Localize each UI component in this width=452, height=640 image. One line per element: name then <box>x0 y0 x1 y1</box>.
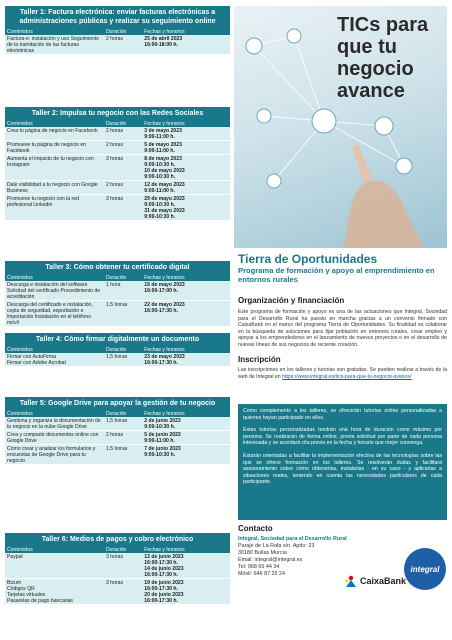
column-header-duracion: Duración <box>104 346 142 353</box>
inscription-heading: Inscripción <box>238 355 281 364</box>
cell-content: Gestiona y organiza la documentación de tu negocio en la nube Google Drive <box>5 417 104 431</box>
table-header <box>5 410 230 417</box>
column-header-duracion: Duración <box>104 410 142 417</box>
inscription-text: Las inscripciones en los talleres y tutorias son gratuitas. Se pueden realizar a través de la web de Integral en https://www.integral.es/tics-para-que-tu-negocio-avance/ <box>238 367 447 380</box>
table-row <box>5 431 230 445</box>
cell-content: Descarga e instalación del software Solicitud del certificado Procedimiento de acreditación <box>5 281 104 301</box>
table-row <box>5 155 230 181</box>
tutorias-box <box>238 404 447 520</box>
column-header-fechas: Fechas y horarios <box>142 274 230 281</box>
workshop-4 <box>5 333 230 367</box>
cell-duration: 1,5 horas <box>104 417 142 431</box>
contact-address: Paraje de La Rafa s/n. Apdo: 23 <box>238 543 315 549</box>
column-header-contenidos: Contenidos <box>5 410 104 417</box>
cell-dates: 5 de junio 2023 9:00-11:00 h. <box>142 431 230 445</box>
workshop-title: Taller 2: Impulsa tu negocio con las Redes Sociales <box>5 107 230 120</box>
table-row <box>5 281 230 301</box>
contact-heading: Contacto <box>238 524 273 533</box>
column-header-contenidos: Contenidos <box>5 274 104 281</box>
cell-dates: 22 de mayo 2023 16:00-17:30 h. <box>142 301 230 327</box>
table-header <box>5 346 230 353</box>
hero-title: TICs para que tu negocio avance <box>337 14 429 102</box>
contact-email[interactable]: Email: integral@integral.es <box>238 557 303 563</box>
cell-duration: 3 horas <box>104 155 142 181</box>
workshop-1 <box>5 6 230 55</box>
schedule-table <box>5 120 230 221</box>
cell-dates: 12 de mayo 2023 9:00-11:00 h. <box>142 181 230 195</box>
column-header-fechas: Fechas y horarios <box>142 546 230 553</box>
column-header-duracion: Duración <box>104 28 142 35</box>
workshop-title: Taller 4: Cómo firmar digitalmente un documento <box>5 333 230 346</box>
workshop-2 <box>5 107 230 221</box>
column-header-contenidos: Contenidos <box>5 346 104 353</box>
cell-dates: 23 de mayo 2023 16:00-17:30 h. <box>142 353 230 367</box>
cell-content: Bizum Códigos QR Tarjetas virtuales Pasarelas de pago bancarias <box>5 579 104 605</box>
table-row <box>5 353 230 367</box>
contact-mobile[interactable]: Móvil: 646 87 25 24 <box>238 571 286 577</box>
column-header-duracion: Duración <box>104 120 142 127</box>
tutorias-text-3: Estarán orientadas a facilitar la implementación efectiva de las tecnologías sobre las que se ofrece formación en los talleres. Se resolverán dudas y facilitará asesoramiento sobre cómo obtenerlas, instalarlas - en su caso - y aplicarlas a situaciones reales, teniendo en cuenta las necesidades particulares de cada participante. <box>243 452 442 486</box>
workshop-6 <box>5 533 230 605</box>
cell-duration: 3 horas <box>104 553 142 579</box>
column-header-duracion: Duración <box>104 546 142 553</box>
cell-dates: 12 de junio 2023 16:00-17:30 h. 14 de junio 2023 16:00-17:30 h. <box>142 553 230 579</box>
contact-phone[interactable]: Tel: 968 65 44 34 <box>238 564 280 570</box>
tutorias-text-2: Estas tutorías personalizadas tendrán una hora de duración como máximo por persona. Se realizarán de forma online, previa solicitud por parte de cada persona interesada y se acordará cita previa en la fecha y horario que mejor convenga. <box>243 427 442 447</box>
table-row <box>5 141 230 155</box>
cell-duration: 2 horas <box>104 35 142 55</box>
table-row <box>5 301 230 327</box>
workshop-5 <box>5 397 230 465</box>
table-header <box>5 546 230 553</box>
inscription-link[interactable]: https://www.integral.es/tics-para-que-tu-negocio-avance/ <box>282 373 412 380</box>
workshop-3 <box>5 261 230 327</box>
cell-duration: 2 horas <box>104 141 142 155</box>
program-subtitle: Programa de formación y apoyo al emprendimiento en entornos rurales <box>238 266 435 284</box>
schedule-table <box>5 346 230 367</box>
table-row <box>5 553 230 579</box>
column-header-fechas: Fechas y horarios <box>142 28 230 35</box>
workshop-title: Taller 1: Factura electrónica: enviar facturas electrónicas a administraciones públicas y realizar su seguimiento online <box>5 6 230 28</box>
cell-content: Aumenta el impacto de tu negocio con Instagram <box>5 155 104 181</box>
column-header-fechas: Fechas y horarios <box>142 120 230 127</box>
tutorias-text-1: Como complemento a los talleres, se ofrecerán tutorías online personalizadas a quienes hayan participado en ellos. <box>243 408 442 421</box>
program-title: Tierra de Oportunidades <box>238 252 378 266</box>
schedule-table <box>5 546 230 605</box>
table-header <box>5 28 230 35</box>
cell-content: Dale visibilidad a tu negocio con Google Business <box>5 181 104 195</box>
contact-org: Integral, Sociedad para el Desarrollo Rural <box>238 536 347 542</box>
table-row <box>5 579 230 605</box>
column-header-fechas: Fechas y horarios <box>142 410 230 417</box>
caixabank-logo: CaixaBank <box>344 574 406 588</box>
schedule-table <box>5 274 230 327</box>
workshop-title: Taller 5: Google Drive para apoyar la gestión de tu negocio <box>5 397 230 410</box>
cell-content: Promueve tu página de negocio en Facebook <box>5 141 104 155</box>
contact-section <box>238 524 447 634</box>
cell-dates: 3 de mayo 2023 9:00-11:00 h. <box>142 127 230 141</box>
cell-dates: 8 de mayo 2023 9:00-10:30 h. 10 de mayo 2023 9:00-10:30 h. <box>142 155 230 181</box>
column-header-contenidos: Contenidos <box>5 120 104 127</box>
cell-dates: 5 de mayo 2023 9:00-11:00 h. <box>142 141 230 155</box>
cell-duration: 3 horas <box>104 195 142 221</box>
cell-duration: 1,5 horas <box>104 445 142 465</box>
cell-dates: 7 de junio 2023 9:00-10:30 h. <box>142 445 230 465</box>
cell-duration: 2 horas <box>104 127 142 141</box>
cell-content: Cómo crear y analizar los formularios y encuestas de Google Drive para tu negocio <box>5 445 104 465</box>
table-row <box>5 181 230 195</box>
org-heading: Organización y financiación <box>238 296 345 305</box>
workshop-title: Taller 6: Medios de pagos y cobro electrónico <box>5 533 230 546</box>
column-header-fechas: Fechas y horarios <box>142 346 230 353</box>
cell-content: Descarga del certificado e instalación, copia de seguridad, exportación e importación Instalación en el teléfono móvil <box>5 301 104 327</box>
cell-dates: 15 de mayo 2023 16:00-17:00 h. <box>142 281 230 301</box>
org-text: Este programa de formación y apoyo es una de las actuaciones que Integral, Sociedad para el Desarrollo Rural ha puesto en marcha gracias a un convenio firmado con CaixaBank en el marco del programa Tierra de Oportunidades. Su finalidad es colaborar en la búsqueda de soluciones para fijar población en entornos rurales, crear empleo y apoyar a los emprendedores en el lanzamiento de nuevos proyectos o en el desarrollo de nuevas líneas de sus negocios de reciente creación. <box>238 309 447 348</box>
cell-duration: 2 horas <box>104 431 142 445</box>
table-row <box>5 417 230 431</box>
workshop-title: Taller 3: Cómo obtener tu certificado digital <box>5 261 230 274</box>
schedule-table <box>5 410 230 465</box>
cell-dates: 29 de mayo 2023 9:00-10:30 h. 31 de mayo 2023 9:00-10:30 h. <box>142 195 230 221</box>
hero-image <box>234 6 447 248</box>
schedule-table <box>5 28 230 55</box>
cell-content: Crea y comparte documentos online con Google Drive <box>5 431 104 445</box>
integral-logo: integral <box>404 548 446 590</box>
table-row <box>5 127 230 141</box>
cell-content: Firmar con AutoFirma Firmar con Adobe Acrobat <box>5 353 104 367</box>
caixa-star-icon <box>344 574 358 588</box>
table-row <box>5 445 230 465</box>
cell-dates: 25 de abril 2023 16:00-18:00 h. <box>142 35 230 55</box>
cell-content: Factura-e: instalación y uso Seguimiento de la tramitación de las facturas electrónicas <box>5 35 104 55</box>
cell-duration: 3 horas <box>104 579 142 605</box>
contact-city: 30180 Bullas Murcia <box>238 550 287 556</box>
cell-content: Paypal <box>5 553 104 579</box>
cell-dates: 19 de junio 2023 16:00-17:30 h. 20 de junio 2023 16:00-17:30 h. <box>142 579 230 605</box>
table-row <box>5 35 230 55</box>
cell-duration: 1,5 horas <box>104 301 142 327</box>
cell-content: Promueve tu negocio con la red profesional Linkedin <box>5 195 104 221</box>
column-header-contenidos: Contenidos <box>5 28 104 35</box>
cell-content: Crea tu página de negocio en Facebook <box>5 127 104 141</box>
cell-dates: 2 de junio 2023 9:00-10:30 h. <box>142 417 230 431</box>
cell-duration: 2 horas <box>104 181 142 195</box>
cell-duration: 1 hora <box>104 281 142 301</box>
table-header <box>5 120 230 127</box>
table-header <box>5 274 230 281</box>
cell-duration: 1,5 horas <box>104 353 142 367</box>
column-header-duracion: Duración <box>104 274 142 281</box>
table-row <box>5 195 230 221</box>
column-header-contenidos: Contenidos <box>5 546 104 553</box>
